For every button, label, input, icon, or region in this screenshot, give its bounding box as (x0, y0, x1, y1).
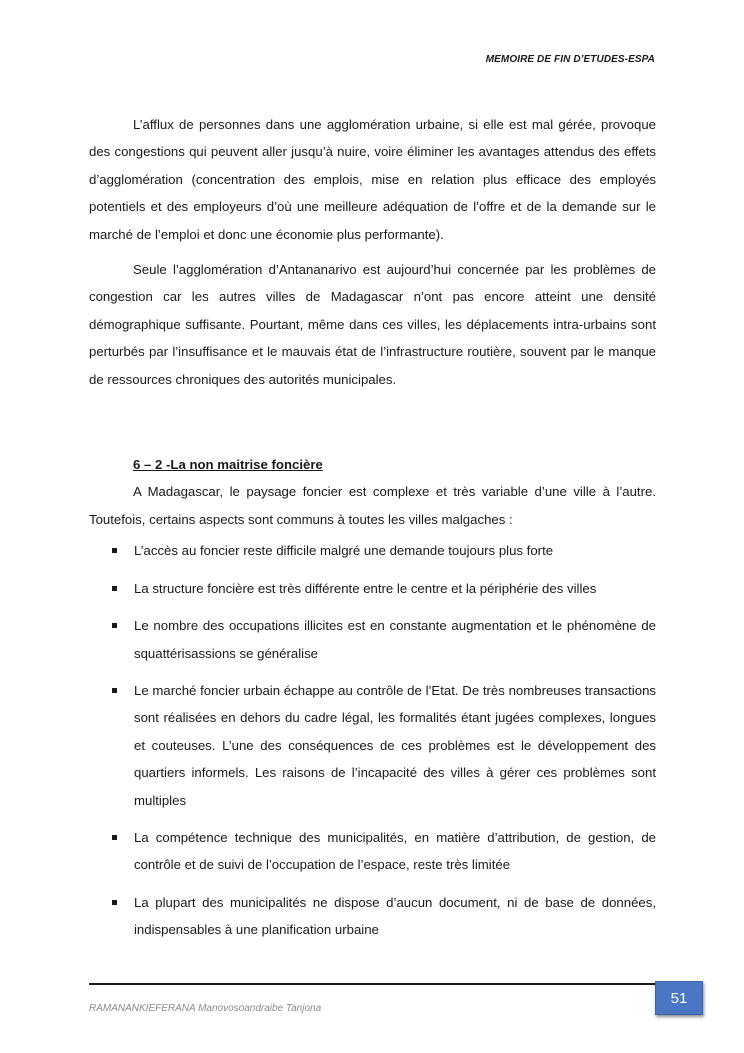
list-item (89, 612, 656, 667)
square-bullet-icon (112, 623, 117, 628)
paragraph: Seule l’agglomération d’Antananarivo est aujourd’hui concernée par les problèmes de congestion car les autres villes de Madagascar n’ont pas encore atteint une densité démographique suffisante. Pourtant, même dans ces villes, les déplacements intra-urbains sont perturbés par l’insuffisance et le mauvais état de l’infrastructure routière, souvent par le manque de ressources chroniques des autorités municipales. (89, 262, 656, 387)
list-item-text: Le nombre des occupations illicites est en constante augmentation et le phénomène de squattérisassions se généralise (134, 618, 656, 661)
bullet-list (89, 537, 656, 943)
list-item (89, 824, 656, 879)
page-number-badge: 51 (655, 981, 703, 1015)
footer-author: RAMANANKIEFERANA Manovosoandraibe Tanjona (89, 1003, 322, 1014)
list-item (89, 537, 656, 564)
list-item (89, 677, 656, 814)
list-item (89, 889, 656, 944)
list-item-text: Le marché foncier urbain échappe au contrôle de l’Etat. De très nombreuses transactions sont réalisées en dehors du cadre légal, les formalités étant jugées complexes, longues et couteuses. L’une des conséquences de ces problèmes est le développement des quartiers informels. Les raisons de l’incapacité des villes à gérer ces problèmes sont multiples (134, 682, 656, 808)
section-intro: A Madagascar, le paysage foncier est complexe et très variable d’une ville à l’autre. Toutefois, certains aspects sont communs à toutes les villes malgaches : (89, 484, 656, 527)
list-item-text: La plupart des municipalités ne dispose d’aucun document, ni de base de données, indispensables à une planification urbaine (134, 894, 656, 938)
list-item-text: La structure foncière est très différente entre le centre et la périphérie des villes (134, 580, 597, 596)
square-bullet-icon (112, 835, 117, 840)
page-body (89, 111, 656, 954)
running-header: MEMOIRE DE FIN D’ETUDES-ESPA (485, 54, 655, 65)
section-heading: 6 – 2 -La non maitrise foncière (133, 457, 323, 473)
list-item-text: L’accès au foncier reste difficile malgré une demande toujours plus forte (134, 543, 554, 559)
list-item-text: La compétence technique des municipalités, en matière d’attribution, de gestion, de contrôle et de suivi de l’occupation de l’espace, reste très limitée (134, 829, 656, 873)
square-bullet-icon (112, 688, 117, 693)
square-bullet-icon (112, 586, 117, 591)
list-item (89, 575, 656, 602)
square-bullet-icon (112, 900, 117, 905)
footer-divider (89, 983, 674, 985)
square-bullet-icon (112, 548, 117, 553)
paragraph: L’afflux de personnes dans une agglomération urbaine, si elle est mal gérée, provoque des congestions qui peuvent aller jusqu’à nuire, voire éliminer les avantages attendus des effets d’agglomération (concentration des emplois, mise en relation plus efficace des employés potentiels et des employeurs d’où une meilleure adéquation de l’offre et de la demande sur le marché de l’emploi et donc une économie plus performante). (89, 117, 656, 242)
